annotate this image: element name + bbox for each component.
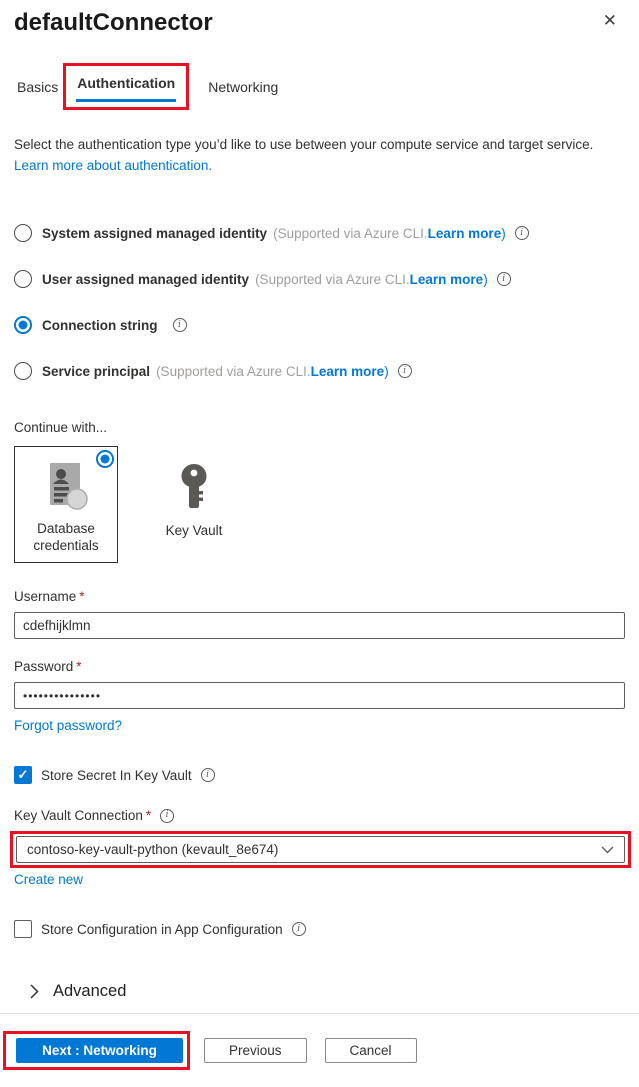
tile-database-credentials[interactable]	[14, 446, 118, 563]
radio-service-principal[interactable]	[14, 362, 32, 380]
tab-networking[interactable]: Networking	[208, 78, 279, 95]
tab-basics[interactable]: Basics	[17, 78, 59, 95]
footer-bar	[0, 1013, 639, 1087]
username-label: Username *	[14, 589, 85, 604]
required-asterisk: *	[145, 808, 152, 823]
username-field[interactable]	[14, 612, 625, 639]
key-vault-connection-select[interactable]	[16, 836, 625, 863]
close-icon[interactable]: ✕	[602, 11, 617, 30]
radio-connection-string[interactable]	[14, 316, 32, 334]
tile-key-vault[interactable]	[146, 446, 242, 553]
auth-type-radio-group	[14, 224, 625, 380]
forgot-password-link[interactable]: Forgot password?	[14, 718, 123, 733]
tile-radio-selected	[96, 450, 114, 468]
radio-user-assigned[interactable]	[14, 270, 32, 288]
key-vault-connection-label-row	[14, 808, 625, 823]
previous-button[interactable]: Previous	[204, 1038, 307, 1063]
store-secret-row	[14, 766, 625, 784]
auth-option-user-assigned: User assigned managed identity (Supported via Azure CLI. Learn more ) i	[14, 270, 625, 288]
info-icon[interactable]: i	[497, 272, 511, 286]
info-icon[interactable]: i	[292, 922, 306, 936]
chevron-down-icon	[601, 846, 614, 854]
auth-option-service-principal: Service principal (Supported via Azure CLI. Learn more ) i	[14, 362, 625, 380]
select-value: contoso-key-vault-python (kevault_8e674)	[27, 842, 279, 857]
auth-option-connection-string: Connection string i	[14, 316, 625, 334]
database-credentials-icon	[43, 461, 89, 513]
annotation-box-key-vault-select	[10, 831, 631, 868]
chevron-right-icon	[30, 984, 39, 999]
store-config-row	[14, 920, 625, 938]
intro-text: Select the authentication type you’d like to use between your compute service and target service. Learn more about authentication.	[14, 137, 594, 173]
footer-buttons	[0, 1031, 639, 1070]
key-vault-connection-label: Key Vault Connection	[14, 808, 143, 823]
create-new-link[interactable]: Create new	[14, 872, 84, 887]
learn-more-link[interactable]: Learn more	[409, 271, 484, 287]
tab-bar	[14, 63, 625, 110]
store-secret-label: Store Secret In Key Vault	[41, 767, 192, 783]
page-title: defaultConnector	[14, 9, 213, 36]
tab-authentication[interactable]: Authentication	[76, 75, 176, 102]
annotation-box-authentication	[63, 63, 189, 110]
store-secret-checkbox[interactable]	[14, 766, 32, 784]
cancel-button[interactable]: Cancel	[325, 1038, 417, 1063]
advanced-label: Advanced	[53, 982, 127, 1000]
auth-option-system-assigned: System assigned managed identity (Supported via Azure CLI. Learn more ) i	[14, 224, 625, 242]
required-asterisk: *	[76, 659, 82, 674]
password-field[interactable]	[14, 682, 625, 709]
key-icon	[178, 464, 210, 508]
info-icon[interactable]: i	[160, 809, 174, 823]
info-icon[interactable]: i	[515, 226, 529, 240]
tile-label: Database credentials	[33, 521, 99, 553]
info-icon[interactable]: i	[173, 318, 187, 332]
tile-label: Key Vault	[165, 523, 223, 538]
next-networking-button[interactable]: Next : Networking	[16, 1038, 183, 1063]
store-config-checkbox[interactable]	[14, 920, 32, 938]
credential-tiles	[14, 446, 625, 563]
learn-more-authentication-link[interactable]: Learn more about authentication.	[14, 158, 213, 173]
password-label: Password *	[14, 659, 82, 674]
required-asterisk: *	[79, 589, 85, 604]
store-config-label: Store Configuration in App Configuration	[41, 921, 283, 937]
radio-system-assigned[interactable]	[14, 224, 32, 242]
advanced-expander[interactable]	[14, 982, 625, 1001]
continue-with-label: Continue with...	[14, 420, 108, 435]
learn-more-link[interactable]: Learn more	[427, 225, 502, 241]
learn-more-link[interactable]: Learn more	[310, 363, 385, 379]
info-icon[interactable]: i	[201, 768, 215, 782]
annotation-box-next-button	[3, 1031, 190, 1070]
info-icon[interactable]: i	[398, 364, 412, 378]
